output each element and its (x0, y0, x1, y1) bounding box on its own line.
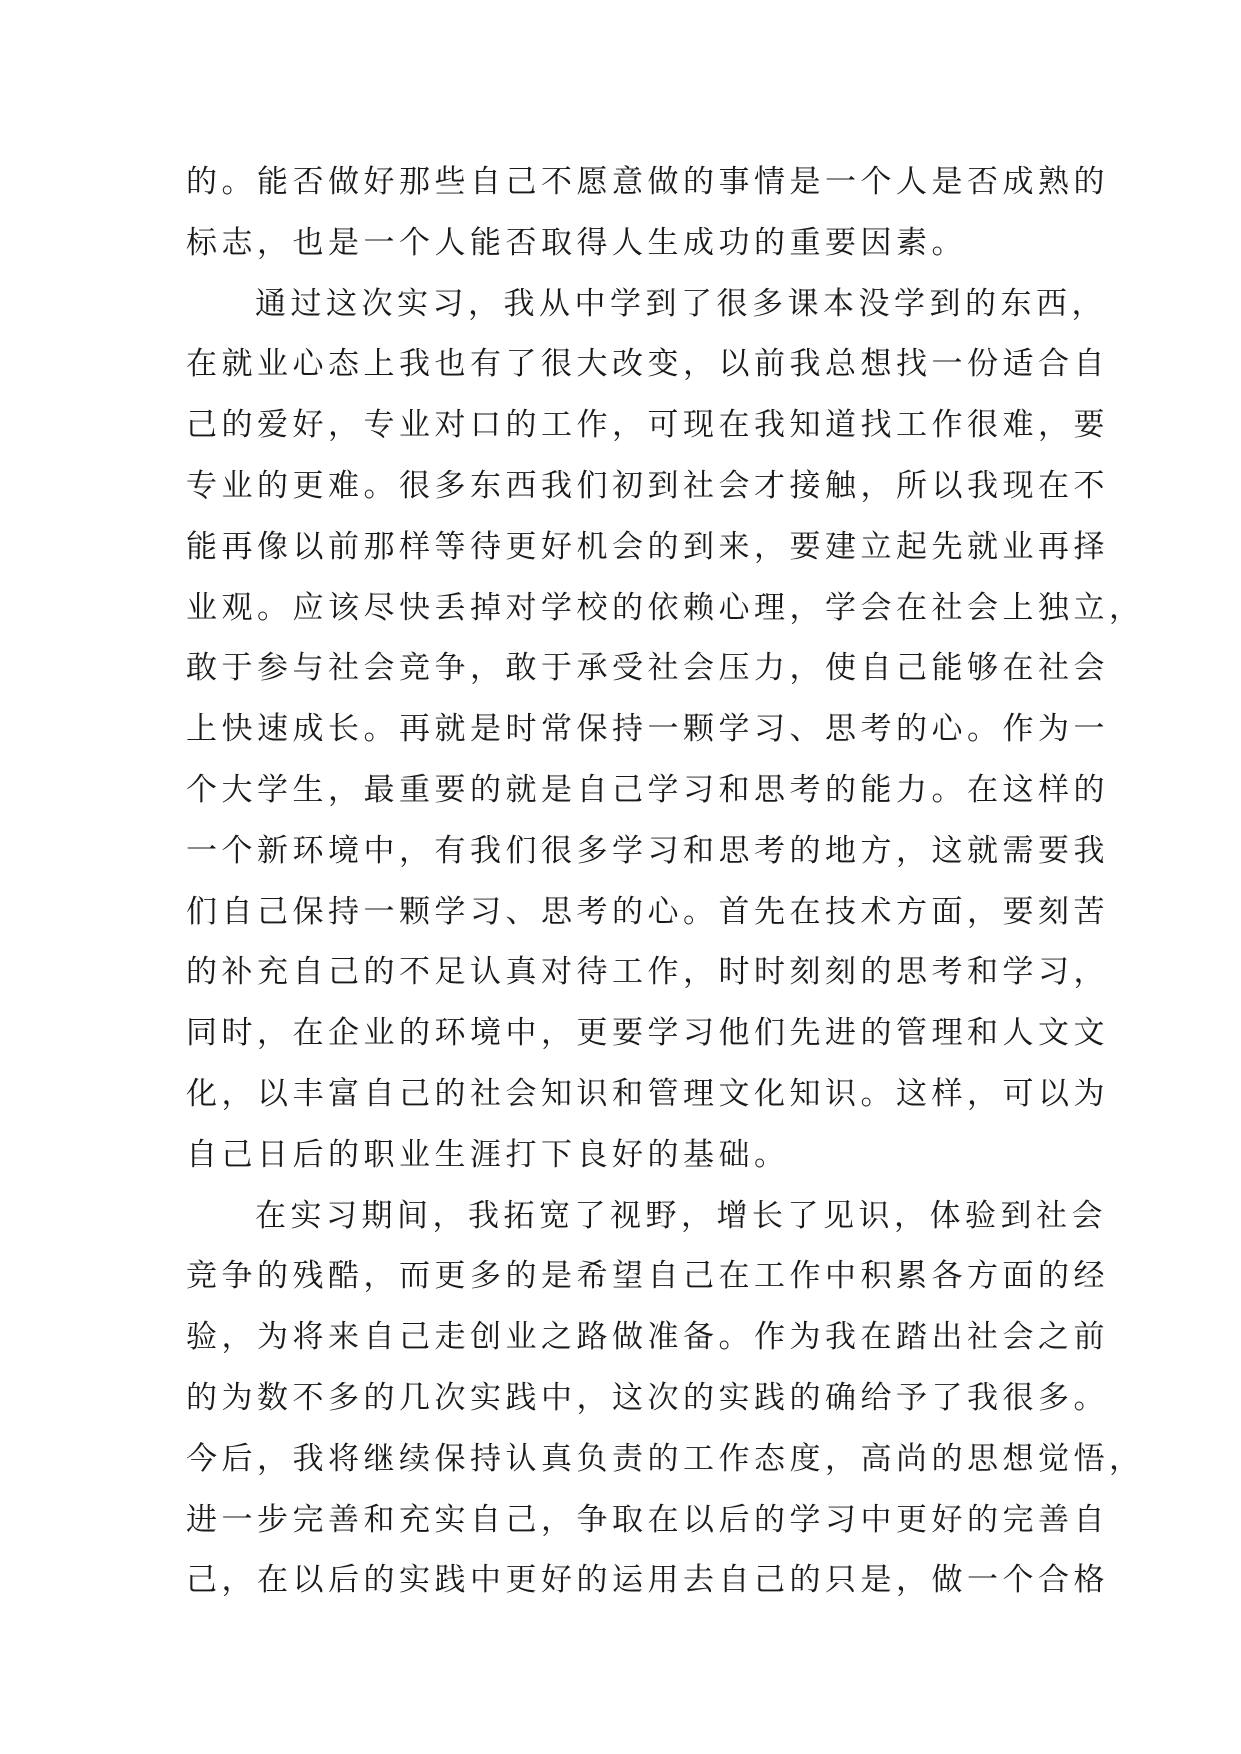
document-body (186, 152, 1145, 1611)
text-line: 专业的更难。很多东西我们初到社会才接触，所以我现在不 (186, 467, 1109, 504)
text-line: 们自己保持一颗学习、思考的心。首先在技术方面，要刻苦 (186, 893, 1109, 930)
text-line: 进一步完善和充实自己，争取在以后的学习中更好的完善自 (186, 1501, 1109, 1538)
text-line: 同时，在企业的环境中，更要学习他们先进的管理和人文文 (186, 1015, 1109, 1052)
text-line: 标志，也是一个人能否取得人生成功的重要因素。 (186, 224, 967, 261)
text-line: 今后，我将继续保持认真负责的工作态度，高尚的思想觉悟， (186, 1440, 1145, 1477)
text-line: 敢于参与社会竞争，敢于承受社会压力，使自己能够在社会 (186, 650, 1109, 687)
text-line: 的为数不多的几次实践中，这次的实践的确给予了我很多。 (186, 1379, 1109, 1416)
text-line: 一个新环境中，有我们很多学习和思考的地方，这就需要我 (186, 832, 1109, 869)
text-line: 化，以丰富自己的社会知识和管理文化知识。这样，可以为 (186, 1075, 1109, 1112)
text-line: 验，为将来自己走创业之路做准备。作为我在踏出社会之前 (186, 1319, 1109, 1356)
text-line: 的。能否做好那些自己不愿意做的事情是一个人是否成熟的 (186, 164, 1109, 200)
text-line: 的补充自己的不足认真对待工作，时时刻刻的思考和学习， (186, 954, 1109, 991)
text-line: 个大学生，最重要的就是自己学习和思考的能力。在这样的 (186, 771, 1109, 808)
paragraph-first-line: 在实习期间，我拓宽了视野，增长了见识，体验到社会 (255, 1197, 1107, 1234)
text-line: 己的爱好，专业对口的工作，可现在我知道找工作很难，要 (186, 407, 1109, 444)
text-line: 己，在以后的实践中更好的运用去自己的只是，做一个合格 (186, 1562, 1109, 1599)
text-line: 上快速成长。再就是时常保持一颗学习、思考的心。作为一 (186, 711, 1109, 748)
paragraph-first-line: 通过这次实习，我从中学到了很多课本没学到的东西， (255, 285, 1107, 322)
text-line: 业观。应该尽快丢掉对学校的依赖心理，学会在社会上独立， (186, 589, 1145, 626)
text-line: 能再像以前那样等待更好机会的到来，要建立起先就业再择 (186, 528, 1109, 565)
text-line: 在就业心态上我也有了很大改变，以前我总想找一份适合自 (186, 346, 1109, 383)
text-line: 自己日后的职业生涯打下良好的基础。 (186, 1136, 790, 1173)
text-line: 竞争的残酷，而更多的是希望自己在工作中积累各方面的经 (186, 1258, 1109, 1295)
